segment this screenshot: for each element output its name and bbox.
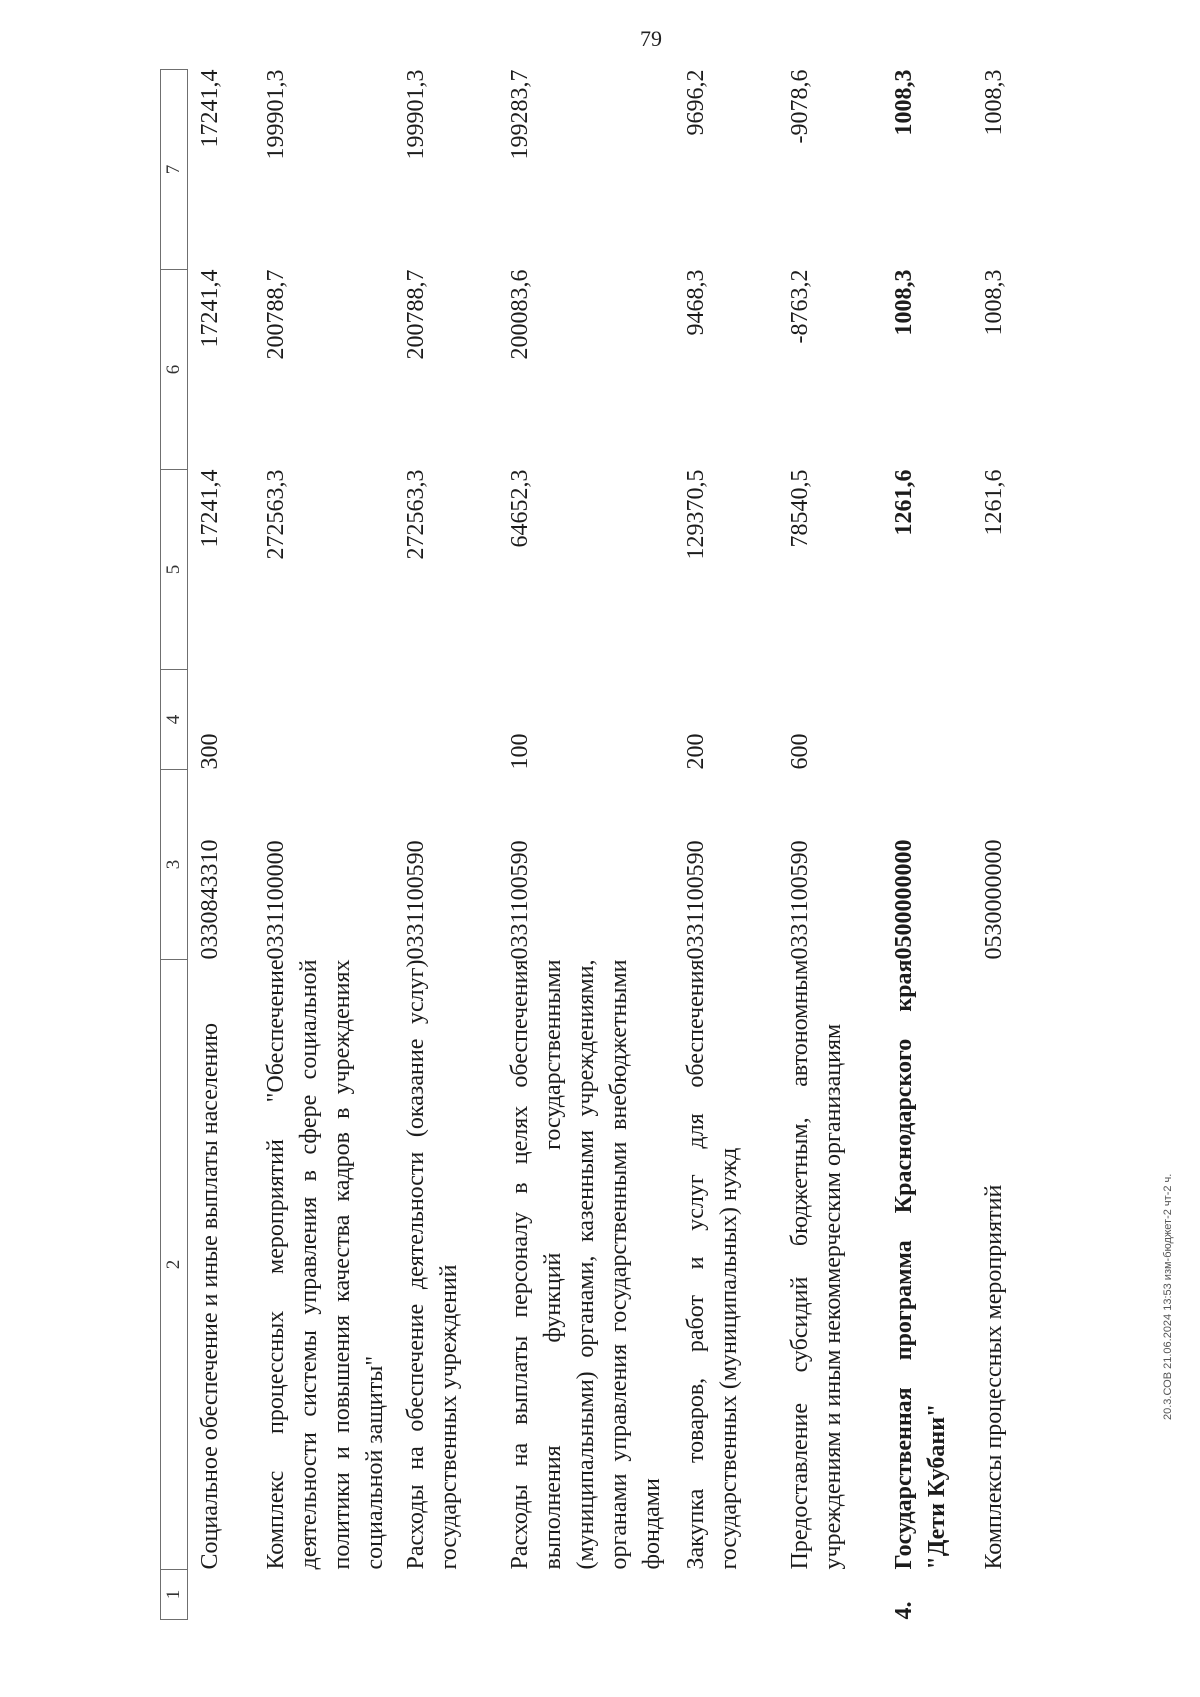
expense-type-cell: 200 [682, 733, 709, 770]
amount-col7-cell: 1008,3 [890, 69, 917, 136]
amount-col7-cell: 199901,3 [402, 69, 429, 160]
table-row [778, 70, 882, 1620]
expense-type-cell [972, 670, 1032, 770]
amount-col5-cell: 272563,3 [402, 469, 429, 560]
amount-col5-cell: 1261,6 [890, 469, 917, 536]
amount-col5-cell: 17241,4 [197, 469, 223, 548]
header-cell: 1 [161, 1570, 188, 1620]
amount-col6-cell: 200788,7 [262, 269, 289, 360]
budget-table [160, 69, 1032, 1620]
amount-col5-cell: 272563,3 [262, 469, 289, 560]
item-name-cell: Предоставление субсидий бюджетным, автономным учреждениям и иным некоммерческим организациям [786, 959, 846, 1570]
table-row [674, 70, 778, 1620]
footer-note: 20.3.СОВ 21.06.2024 13:53 изм-бюджет-2 чт-2 ч. [1162, 1173, 1174, 1420]
table-row [882, 70, 972, 1620]
table-row [254, 70, 394, 1620]
amount-col7-cell: 199283,7 [506, 69, 533, 160]
amount-col6-cell: 1008,3 [890, 269, 917, 336]
item-name-cell: Закупка товаров, работ и услуг для обеспечения государственных (муниципальных) нужд [682, 959, 742, 1570]
amount-col5-cell: 78540,5 [786, 469, 813, 548]
header-cell: 4 [161, 670, 188, 770]
target-code-cell: 0331100590 [786, 840, 813, 960]
header-cell: 3 [161, 770, 188, 960]
expense-type-cell: 600 [786, 733, 813, 770]
section-number-cell [254, 1570, 394, 1620]
item-name-cell: Расходы на обеспечение деятельности (оказание услуг) государственных учреждений [402, 959, 462, 1570]
section-number-cell [972, 1570, 1032, 1620]
section-number-cell [778, 1570, 882, 1620]
target-code-cell: 0330843310 [197, 839, 223, 960]
section-number-cell [498, 1570, 674, 1620]
amount-col7-cell: 199901,3 [262, 69, 289, 160]
amount-col7-cell: 17241,4 [197, 69, 223, 148]
section-number-cell [188, 1570, 254, 1620]
target-code-cell: 0500000000 [890, 839, 917, 960]
target-code-cell: 0331100000 [262, 840, 289, 960]
header-cell: 6 [161, 270, 188, 470]
amount-col7-cell: -9078,6 [786, 69, 813, 144]
item-name-cell: Государственная программа Краснодарского края "Дети Кубани" [890, 959, 950, 1570]
item-name-cell: Расходы на выплаты персоналу в целях обеспечения выполнения функций государственными (муниципальными) органами, казенными учреждениями, органами управления государственными внебюджетными фондами [506, 959, 665, 1570]
amount-col6-cell: 17241,4 [197, 269, 223, 348]
budget-table-rotated [160, 70, 1200, 1620]
header-row [161, 70, 188, 1620]
table-row [972, 70, 1032, 1620]
section-number-cell: 4. [890, 1601, 917, 1620]
section-number-cell [394, 1570, 498, 1620]
header-cell: 7 [161, 70, 188, 270]
amount-col7-cell: 9696,2 [682, 69, 709, 136]
target-code-cell: 0331100590 [682, 840, 709, 960]
amount-col5-cell: 64652,3 [506, 469, 533, 548]
amount-col6-cell: 1008,3 [980, 269, 1007, 336]
amount-col6-cell: 9468,3 [682, 269, 709, 336]
target-code-cell: 0530000000 [980, 839, 1007, 960]
item-name-cell: Комплексы процессных мероприятий [980, 1184, 1007, 1570]
table-row [498, 70, 674, 1620]
target-code-cell: 0331100590 [402, 840, 429, 960]
item-name-cell: Социальное обеспечение и иные выплаты населению [197, 1022, 223, 1570]
expense-type-cell: 100 [506, 733, 533, 770]
amount-col6-cell: 200788,7 [402, 269, 429, 360]
amount-col7-cell: 1008,3 [980, 69, 1007, 136]
expense-type-cell [882, 670, 972, 770]
item-name-cell: Комплекс процессных мероприятий "Обеспечение деятельности системы управления в сфере социальной политики и повышения качества кадров в учреждениях социальной защиты" [262, 959, 388, 1570]
amount-col5-cell: 1261,6 [980, 469, 1007, 536]
amount-col5-cell: 129370,5 [682, 469, 709, 560]
target-code-cell: 0331100590 [506, 840, 533, 960]
table-body [161, 70, 1032, 1620]
amount-col6-cell: -8763,2 [786, 269, 813, 344]
header-cell: 2 [161, 960, 188, 1570]
expense-type-cell [254, 670, 394, 770]
page-number: 79 [640, 26, 662, 51]
table-row [394, 70, 498, 1620]
header-cell: 5 [161, 470, 188, 670]
table-row [188, 70, 254, 1620]
amount-col6-cell: 200083,6 [506, 269, 533, 360]
section-number-cell [674, 1570, 778, 1620]
expense-type-cell [394, 670, 498, 770]
expense-type-cell: 300 [197, 733, 223, 770]
